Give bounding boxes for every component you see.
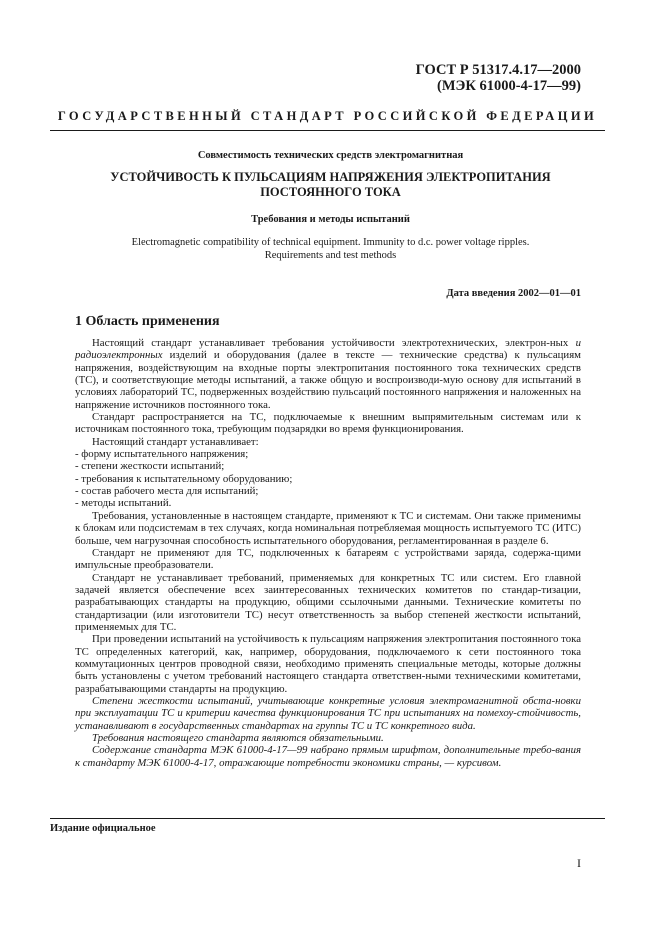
list-item: - методы испытаний. — [75, 497, 172, 510]
standard-number-iec: (МЭК 61000-4-17—99) — [437, 78, 581, 94]
english-title — [0, 236, 661, 262]
paragraph-requirements: Требования, установленные в настоящем стандарте, применяют к ТС и системам. Они также применимы к блокам или подсистемам в тех случаях, когда номинальная потребляемая мощность испытуемого ТС (ИТС) больше, чем нагрузочная способность испытательного оборудования, регламентированная в разделе 6. — [75, 509, 581, 547]
paragraph-scope-part2: изделий и оборудования (далее в тексте — технические средства) к пульсациям напряжения, воздействующим на входные порты электропитания постоянного тока технических средств (ТС), и соответствующие методы испытаний, а также общую и воспроизводи-мую основу для испытаний в условиях лабораторий ТС, подверженных воздействию пульсаций постоянного напряжения и наложенных на напряжение источников постоянного тока. — [75, 349, 581, 411]
title-line-2: ПОСТОЯННОГО ТОКА — [260, 185, 401, 199]
footer-divider — [50, 818, 605, 819]
official-edition-label: Издание официальное — [50, 823, 156, 834]
english-title-line-1: Electromagnetic compatibility of technical equipment. Immunity to d.c. power voltage ripples. — [131, 237, 530, 248]
paragraph-exclusions: Стандарт не применяют для ТС, подключенных к батареям с устройствами заряда, содержа-щими импульсные преобразователи. — [75, 546, 581, 572]
section-heading: 1 Область применения — [75, 314, 220, 329]
paragraph-applicability: Стандарт распространяется на ТС, подключаемые к внешним выпрямительным системам или к источникам постоянного тока, требующим подзарядки во время функционирования. — [75, 411, 581, 436]
document-title — [0, 170, 661, 200]
introduction-date: Дата введения 2002—01—01 — [446, 288, 581, 299]
paragraph-mandatory: Требования настоящего стандарта являются обязательными. — [92, 732, 384, 744]
list-item: - требования к испытательному оборудованию; — [75, 472, 293, 485]
header-divider — [50, 130, 605, 131]
list-item: - состав рабочего места для испытаний; — [75, 485, 259, 498]
state-standard-banner: ГОСУДАРСТВЕННЫЙ СТАНДАРТ РОССИЙСКОЙ ФЕДЕРАЦИИ — [57, 109, 598, 123]
page-number: I — [577, 856, 581, 870]
title-line-1: УСТОЙЧИВОСТЬ К ПУЛЬСАЦИЯМ НАПРЯЖЕНИЯ ЭЛЕКТРОПИТАНИЯ — [110, 170, 551, 184]
paragraph-typesetting: Содержание стандарта МЭК 61000-4-17—99 набрано прямым шрифтом, дополнительные требо-вания к стандарту МЭК 61000-4-17, отражающие потребности экономики страны, — курсивом. — [75, 744, 581, 769]
section-body — [75, 337, 581, 769]
standard-number-gost: ГОСТ Р 51317.4.17—2000 — [415, 62, 581, 78]
paragraph-severity: Степени жесткости испытаний, учитывающие конкретные условия электромагнитной обста-новки при эксплуатации ТС и критерии качества функционирования ТС при испытаниях на помехоу-стойчивость, устанавливают в государственных стандартах на группы ТС и ТС конкретного вида. — [75, 694, 581, 732]
paragraph-scope — [75, 337, 581, 411]
paragraph-scope-part1: Настоящий стандарт устанавливает требования устойчивости электротехнических, электрон-ных — [92, 337, 576, 349]
paragraph-establishes: Настоящий стандарт устанавливает: — [92, 435, 259, 448]
paragraph-committees: Стандарт не устанавливает требований, применяемых для конкретных ТС или систем. Его главной задачей является обеспечение всех заинтересованных технических комитетов по стандар-тизации, разрабатывающих стандарты на продукцию, общими ссылочными данными. Технические комитеты по стандартизации (или изготовители ТС) несут ответственность за выбор степеней жесткости испытаний, применяемых для ТС. — [75, 571, 581, 633]
standard-number — [416, 62, 581, 94]
english-title-line-2: Requirements and test methods — [264, 250, 397, 261]
compatibility-heading: Совместимость технических средств электромагнитная — [197, 150, 464, 161]
list-item: - форму испытательного напряжения; — [75, 448, 249, 461]
paragraph-special-methods: При проведении испытаний на устойчивость к пульсациям напряжения электропитания постоянного тока ТС определенных категорий, как, например, оборудования, подключаемого к сети постоянного тока коммутационных центров проводной связи, необходимо применять специальные методы, которые должны быть установлены с учетом требований настоящего стандарта ответствен-ными техническими комитетами, разрабатывающими стандарты на продукцию. — [75, 633, 581, 695]
document-subtitle: Требования и методы испытаний — [251, 214, 410, 225]
paragraph-scope-italic: и радиоэлектронных — [75, 337, 581, 362]
list-item: - степени жесткости испытаний; — [75, 460, 225, 473]
